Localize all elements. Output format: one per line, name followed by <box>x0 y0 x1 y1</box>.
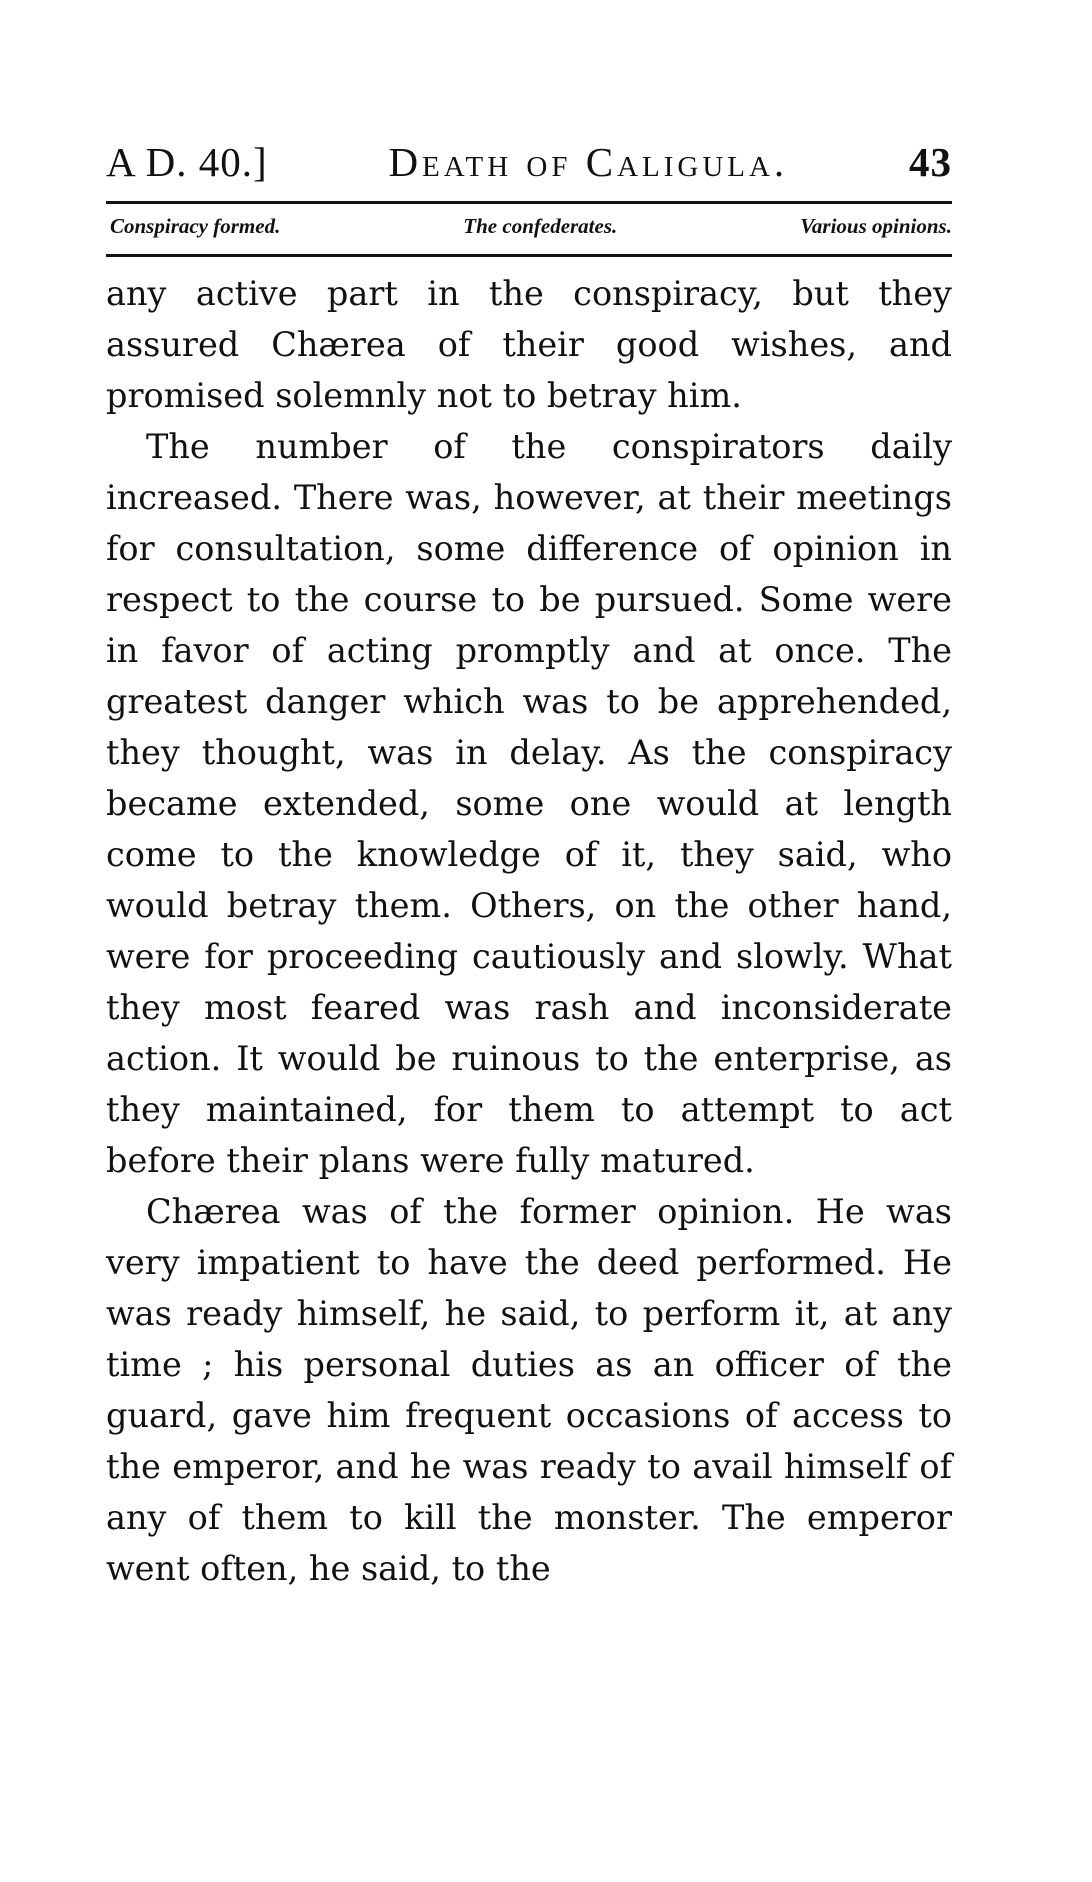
paragraph-continuation: any active part in the conspiracy, but they assured Chærea of their good wishes, and promised solemnly not to betray him. <box>106 274 952 415</box>
subhead-conspiracy: Conspiracy formed. <box>110 214 281 238</box>
paragraph-conspirators: The number of the conspirators daily increased. There was, however, at their meetings for consultation, some difference of opinion in respect to the course to be pursued. Some were in favor of acting promptly and at once. The greatest danger which was to be apprehended, they thought, was in delay. As the conspiracy became extended, some one would at length come to the knowledge of it, they said, who would betray them. Others, on the other hand, were for proceeding cautiously and slowly. What they most feared was rash and inconsiderate action. It would be ruinous to the enterprise, as they maintained, for them to attempt to act before their plans were fully matured. <box>106 427 952 1180</box>
body-text <box>106 268 952 1594</box>
header-title: Death of Caligula. <box>388 139 789 185</box>
marginal-subheads <box>110 214 952 239</box>
page-number: 43 <box>909 139 952 185</box>
running-head <box>106 138 952 198</box>
header-rule-bottom <box>106 254 952 257</box>
header-date: A D. 40.] <box>106 139 268 185</box>
header-rule-top <box>106 201 952 204</box>
subhead-confederates: The confederates. <box>463 214 618 238</box>
paragraph-chaerea: Chærea was of the former opinion. He was very impatient to have the deed performed. He was ready himself, he said, to perform it, at any time ; his personal duties as an officer of the guard, gave him frequent occasions of access to the emperor, and he was ready to avail himself of any of them to kill the monster. The emperor went often, he said, to the <box>106 1192 952 1588</box>
subhead-opinions: Various opinions. <box>800 214 952 238</box>
